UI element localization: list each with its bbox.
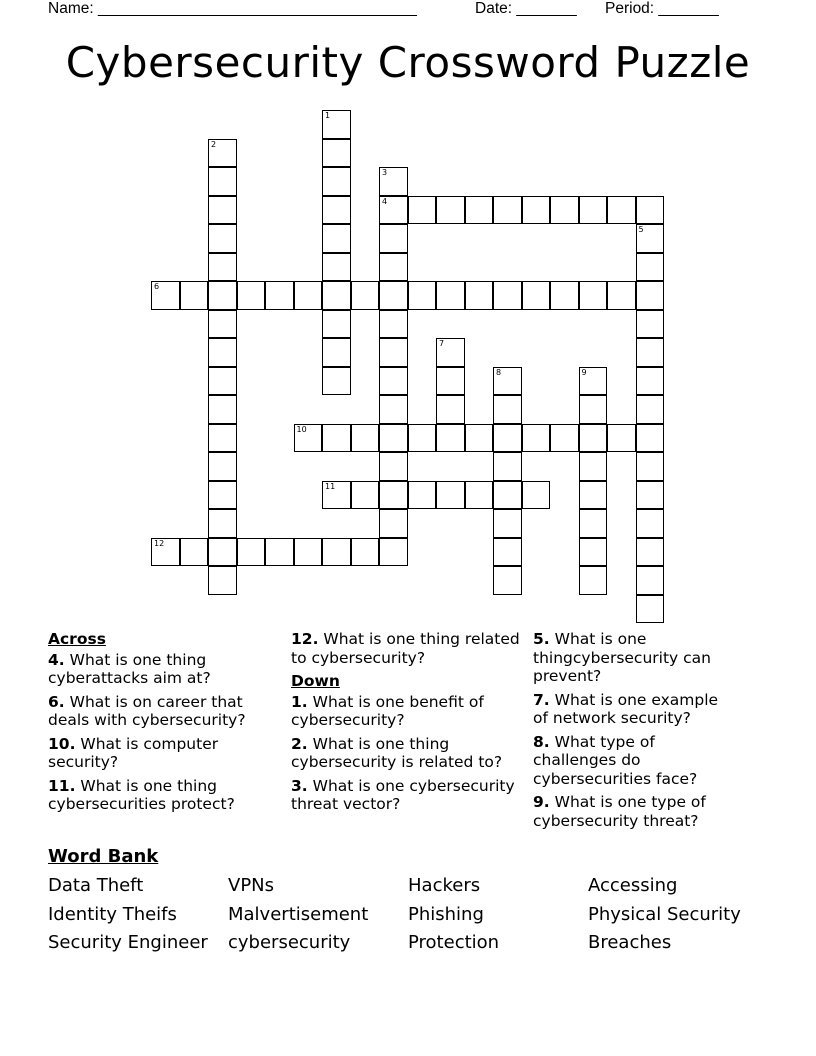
- crossword-cell[interactable]: [493, 509, 522, 538]
- crossword-cell[interactable]: [465, 196, 494, 225]
- clue-across-12: 12. What is one thing related to cybersecurity?: [291, 630, 520, 667]
- crossword-cell[interactable]: [465, 424, 494, 453]
- crossword-cell[interactable]: [379, 367, 408, 396]
- crossword-cell[interactable]: [493, 367, 522, 396]
- crossword-cell[interactable]: [436, 338, 465, 367]
- crossword-cell[interactable]: [493, 395, 522, 424]
- crossword-cell[interactable]: [522, 196, 551, 225]
- word-bank-item: Accessing: [588, 875, 678, 896]
- word-bank-item: Phishing: [408, 904, 484, 925]
- crossword-cell[interactable]: [550, 196, 579, 225]
- clue-number: 5: [638, 225, 644, 234]
- crossword-cell[interactable]: [379, 452, 408, 481]
- crossword-cell[interactable]: [237, 281, 266, 310]
- crossword-cell[interactable]: [550, 424, 579, 453]
- crossword-cell[interactable]: [522, 281, 551, 310]
- clue-number: 8: [496, 367, 502, 377]
- crossword-cell[interactable]: [322, 281, 351, 310]
- crossword-cell[interactable]: [579, 424, 608, 453]
- crossword-cell[interactable]: [636, 424, 665, 453]
- crossword-cell[interactable]: [636, 452, 665, 481]
- crossword-cell[interactable]: [465, 481, 494, 510]
- crossword-cell[interactable]: [322, 167, 351, 196]
- crossword-cell[interactable]: [579, 509, 608, 538]
- crossword-cell[interactable]: [208, 310, 237, 339]
- crossword-cell[interactable]: [208, 566, 237, 595]
- crossword-cell[interactable]: [379, 538, 408, 567]
- word-bank-item: Malvertisement: [228, 904, 369, 925]
- crossword-cell[interactable]: [351, 281, 380, 310]
- clue-number: 10: [296, 424, 307, 434]
- clues-column-1: [48, 630, 278, 819]
- crossword-cell[interactable]: [322, 310, 351, 339]
- crossword-cell[interactable]: [636, 395, 665, 424]
- crossword-cell[interactable]: [579, 196, 608, 225]
- crossword-cell[interactable]: [636, 509, 665, 538]
- clue-number: 9: [581, 367, 587, 377]
- crossword-cell[interactable]: [636, 538, 665, 567]
- crossword-cell[interactable]: [579, 481, 608, 510]
- word-bank-title: Word Bank: [48, 846, 159, 867]
- crossword-cell[interactable]: [436, 281, 465, 310]
- crossword-cell[interactable]: [379, 395, 408, 424]
- word-bank-item: Physical Security: [588, 904, 741, 925]
- crossword-cell[interactable]: [351, 481, 380, 510]
- crossword-cell[interactable]: [636, 224, 665, 253]
- crossword-cell[interactable]: [180, 281, 209, 310]
- crossword-cell[interactable]: [208, 395, 237, 424]
- crossword-cell[interactable]: [322, 253, 351, 282]
- crossword-cell[interactable]: [379, 167, 408, 196]
- crossword-cell[interactable]: [579, 281, 608, 310]
- crossword-cell[interactable]: [322, 139, 351, 168]
- crossword-cell[interactable]: [322, 367, 351, 396]
- crossword-cell[interactable]: [636, 338, 665, 367]
- crossword-cell[interactable]: [579, 538, 608, 567]
- name-field[interactable]: Name: _____________________________________: [48, 0, 417, 17]
- crossword-cell[interactable]: [493, 281, 522, 310]
- crossword-cell[interactable]: [379, 310, 408, 339]
- crossword-cell[interactable]: [208, 253, 237, 282]
- crossword-cell[interactable]: [379, 424, 408, 453]
- crossword-cell[interactable]: [265, 538, 294, 567]
- crossword-cell[interactable]: [636, 253, 665, 282]
- crossword-cell[interactable]: [636, 595, 665, 624]
- crossword-cell[interactable]: [208, 481, 237, 510]
- crossword-cell[interactable]: [408, 424, 437, 453]
- clue-across-4: 4. What is one thing cyberattacks aim at?: [48, 650, 211, 687]
- word-bank-item: Breaches: [588, 932, 672, 953]
- crossword-cell[interactable]: [294, 281, 323, 310]
- crossword-cell[interactable]: [493, 452, 522, 481]
- crossword-cell[interactable]: [579, 566, 608, 595]
- crossword-cell[interactable]: [208, 281, 237, 310]
- crossword-cell[interactable]: [379, 224, 408, 253]
- word-bank-item: Identity Theifs: [48, 904, 177, 925]
- clue-number: 4: [382, 196, 388, 206]
- crossword-cell[interactable]: [208, 367, 237, 396]
- crossword-cell[interactable]: [294, 538, 323, 567]
- crossword-cell[interactable]: [322, 224, 351, 253]
- crossword-cell[interactable]: [493, 196, 522, 225]
- crossword-cell[interactable]: [322, 424, 351, 453]
- crossword-cell[interactable]: [208, 509, 237, 538]
- clue-number: 12: [154, 538, 165, 548]
- crossword-cell[interactable]: [208, 424, 237, 453]
- crossword-cell[interactable]: [550, 281, 579, 310]
- crossword-cell[interactable]: [493, 481, 522, 510]
- crossword-cell[interactable]: [208, 224, 237, 253]
- student-info-header: [48, 0, 768, 20]
- clue-across-11: 11. What is one thing cybersecurities protect?: [48, 776, 235, 813]
- crossword-cell[interactable]: [208, 167, 237, 196]
- crossword-cell[interactable]: [379, 253, 408, 282]
- crossword-cell[interactable]: [579, 367, 608, 396]
- crossword-cell[interactable]: [465, 281, 494, 310]
- crossword-cell[interactable]: [151, 538, 180, 567]
- clue-number: 2: [211, 139, 217, 149]
- crossword-cell[interactable]: [208, 452, 237, 481]
- crossword-cell[interactable]: [408, 281, 437, 310]
- crossword-cell[interactable]: [408, 196, 437, 225]
- clue-number: 11: [325, 481, 336, 491]
- crossword-cell[interactable]: [151, 281, 180, 310]
- crossword-cell[interactable]: [208, 538, 237, 567]
- crossword-cell[interactable]: [436, 481, 465, 510]
- crossword-cell[interactable]: [607, 281, 636, 310]
- clue-down-7: 7. What is one example of network security?: [533, 690, 719, 727]
- crossword-cell[interactable]: [351, 538, 380, 567]
- clue-down-8: 8. What type of challenges do cybersecurities face?: [533, 732, 698, 788]
- crossword-cell[interactable]: [208, 196, 237, 225]
- crossword-cell[interactable]: [522, 424, 551, 453]
- crossword-cell[interactable]: [636, 566, 665, 595]
- clue-number: 1: [325, 111, 331, 120]
- crossword-cell[interactable]: [436, 367, 465, 396]
- crossword-cell[interactable]: [408, 481, 437, 510]
- clue-across-10: 10. What is computer security?: [48, 734, 219, 771]
- word-bank-item: Security Engineer: [48, 932, 208, 953]
- clue-number: 7: [439, 339, 445, 348]
- crossword-cell[interactable]: [493, 424, 522, 453]
- crossword-cell[interactable]: [636, 281, 665, 310]
- clue-down-3: 3. What is one cybersecurity threat vector?: [291, 776, 515, 813]
- crossword-cell[interactable]: [436, 395, 465, 424]
- period-field[interactable]: Period: _______: [605, 0, 719, 17]
- crossword-cell[interactable]: [180, 538, 209, 567]
- crossword-cell[interactable]: [322, 481, 351, 510]
- crossword-cell[interactable]: [322, 196, 351, 225]
- word-bank-item: Protection: [408, 932, 500, 953]
- word-bank-item: cybersecurity: [228, 932, 351, 953]
- word-bank-item: Hackers: [408, 875, 481, 896]
- crossword-cell[interactable]: [579, 452, 608, 481]
- clue-number: 3: [382, 168, 388, 177]
- crossword-cell[interactable]: [636, 367, 665, 396]
- crossword-cell[interactable]: [607, 196, 636, 225]
- crossword-cell[interactable]: [208, 338, 237, 367]
- word-bank-item: Data Theft: [48, 875, 144, 896]
- crossword-cell[interactable]: [636, 196, 665, 225]
- crossword-cell[interactable]: [379, 196, 408, 225]
- crossword-cell[interactable]: [636, 481, 665, 510]
- crossword-cell[interactable]: [436, 196, 465, 225]
- crossword-cell[interactable]: [322, 110, 351, 139]
- crossword-cell[interactable]: [294, 424, 323, 453]
- crossword-cell[interactable]: [322, 338, 351, 367]
- word-bank-item: VPNs: [228, 875, 275, 896]
- crossword-cell[interactable]: [379, 338, 408, 367]
- clue-down-1: 1. What is one benefit of cybersecurity?: [291, 692, 484, 729]
- page-title: Cybersecurity Crossword Puzzle: [65, 38, 751, 87]
- clue-down-5: 5. What is one thingcybersecurity can prevent?: [533, 630, 711, 685]
- crossword-cell[interactable]: [379, 509, 408, 538]
- crossword-cell[interactable]: [436, 424, 465, 453]
- crossword-cell[interactable]: [208, 139, 237, 168]
- down-heading: Down: [291, 672, 340, 690]
- clues-column-2: [291, 630, 526, 819]
- crossword-cell[interactable]: [522, 481, 551, 510]
- clues-column-3: [533, 630, 733, 835]
- across-heading: Across: [48, 630, 106, 648]
- clue-down-2: 2. What is one thing cybersecurity is related to?: [291, 734, 503, 771]
- crossword-cell[interactable]: [379, 281, 408, 310]
- date-field[interactable]: Date: _______: [475, 0, 577, 17]
- crossword-cell[interactable]: [351, 424, 380, 453]
- crossword-cell[interactable]: [579, 395, 608, 424]
- crossword-cell[interactable]: [237, 538, 266, 567]
- crossword-cell[interactable]: [265, 281, 294, 310]
- crossword-cell[interactable]: [379, 481, 408, 510]
- clue-across-6: 6. What is on career that deals with cybersecurity?: [48, 692, 246, 729]
- clue-number: 6: [154, 282, 160, 291]
- crossword-cell[interactable]: [322, 538, 351, 567]
- crossword-cell[interactable]: [493, 566, 522, 595]
- clue-down-9: 9. What is one type of cybersecurity threat?: [533, 793, 706, 830]
- crossword-cell[interactable]: [636, 310, 665, 339]
- crossword-cell[interactable]: [493, 538, 522, 567]
- crossword-cell[interactable]: [607, 424, 636, 453]
